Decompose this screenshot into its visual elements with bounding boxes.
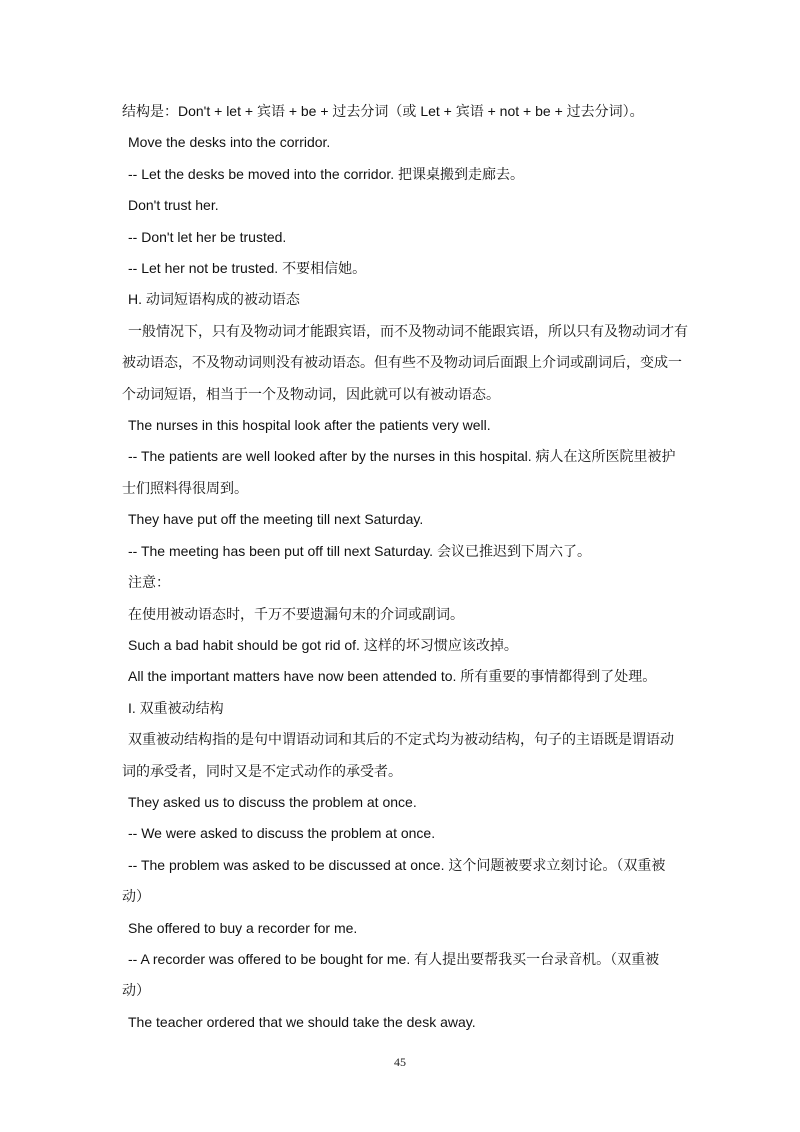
page-number: 45	[394, 1055, 406, 1069]
text-line: -- Don't let her be trusted.	[128, 228, 287, 245]
text-line: -- A recorder was offered to be bought for me. 有人提出要帮我买一台录音机。（双重被	[128, 950, 660, 967]
text-line: 被动语态，不及物动词则没有被动语态。但有些不及物动词后面跟上介词或副词后，变成一	[122, 354, 682, 371]
text-line: 词的承受者，同时又是不定式动作的承受者。	[122, 762, 402, 779]
text-line: All the important matters have now been attended to. 所有重要的事情都得到了处理。	[128, 668, 657, 685]
text-line: 双重被动结构指的是句中谓语动词和其后的不定式均为被动结构，句子的主语既是谓语动	[128, 731, 674, 748]
text-line: 在使用被动语态时，千万不要遗漏句末的介词或副词。	[128, 605, 464, 622]
section-heading: H. 动词短语构成的被动语态	[128, 291, 300, 308]
section-heading: I. 双重被动结构	[128, 699, 224, 716]
text-line: The teacher ordered that we should take the desk away.	[128, 1013, 476, 1030]
text-line: Don't trust her.	[128, 197, 219, 214]
text-line: Move the desks into the corridor.	[128, 134, 331, 151]
text-line: 个动词短语，相当于一个及物动词，因此就可以有被动语态。	[122, 385, 500, 402]
text-line: -- The patients are well looked after by the nurses in this hospital. 病人在这所医院里被护	[128, 448, 676, 465]
text-line: 一般情况下，只有及物动词才能跟宾语，而不及物动词不能跟宾语，所以只有及物动词才有	[128, 322, 688, 339]
text-line: They asked us to discuss the problem at once.	[128, 793, 417, 810]
document-body	[122, 96, 690, 1038]
text-line: -- We were asked to discuss the problem at once.	[128, 825, 436, 842]
text-line: They have put off the meeting till next Saturday.	[128, 511, 424, 528]
note-label: 注意：	[128, 574, 170, 591]
text-line: -- Let the desks be moved into the corridor. 把课桌搬到走廊去。	[128, 165, 525, 182]
text-line: -- Let her not be trusted. 不要相信她。	[128, 260, 367, 277]
text-line: 动）	[122, 982, 150, 999]
text-line: 结构是：Don't + let + 宾语 + be + 过去分词（或 Let + 宾语 + not + be + 过去分词）。	[122, 103, 644, 119]
text-line: Such a bad habit should be got rid of. 这样的坏习惯应该改掉。	[128, 636, 518, 653]
text-line: -- The meeting has been put off till next Saturday. 会议已推迟到下周六了。	[128, 542, 591, 559]
text-line: -- The problem was asked to be discussed at once. 这个问题被要求立刻讨论。（双重被	[128, 856, 666, 873]
text-line: 动）	[122, 888, 150, 905]
text-line: The nurses in this hospital look after the patients very well.	[128, 417, 491, 434]
text-line: She offered to buy a recorder for me.	[128, 919, 358, 936]
text-line: 士们照料得很周到。	[122, 479, 248, 496]
